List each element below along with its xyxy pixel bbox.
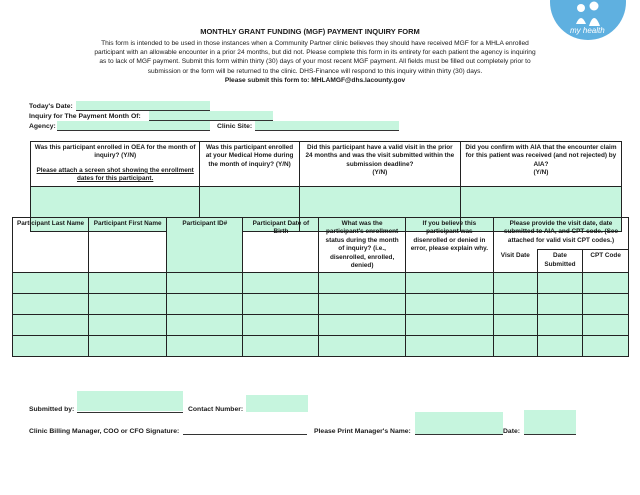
col-header-visit-date: Visit Date xyxy=(494,250,538,273)
contact-number-field[interactable] xyxy=(246,395,308,412)
inquiry-month-field[interactable] xyxy=(149,111,273,121)
signature-field[interactable] xyxy=(183,425,307,435)
yn-hint: (Y/N) xyxy=(533,169,549,177)
submitted-by-field[interactable] xyxy=(77,403,183,413)
submitted-by-label: Submitted by: xyxy=(29,406,75,413)
signature-label: Clinic Billing Manager, COO or CFO Signature: xyxy=(29,428,180,435)
question-valid-visit xyxy=(299,142,460,187)
contact-number-label: Contact Number: xyxy=(188,406,244,413)
print-name-field[interactable] xyxy=(415,412,503,435)
status-cell[interactable] xyxy=(319,273,405,294)
status-cell[interactable] xyxy=(319,294,405,315)
col-header-error-explanation: If you believe this participant was disenrolled or denied in error, please explain why. xyxy=(405,218,493,273)
table-row xyxy=(13,294,629,315)
col-header-enrollment-status: What was the participant's enrollment status during the month of inquiry? (i.e., disenrolled, enrolled, denied) xyxy=(319,218,405,273)
visit-date-cell[interactable] xyxy=(494,336,538,357)
date-submitted-cell[interactable] xyxy=(537,294,583,315)
intro-line: as to lack of MGF payment. Submit this form within thirty (30) days of your most recent MGF payment. All fields must be filled out completely prior to xyxy=(99,58,531,66)
first-name-cell[interactable] xyxy=(89,336,167,357)
date-field[interactable] xyxy=(524,410,576,435)
header-row xyxy=(13,218,629,250)
table-row xyxy=(13,336,629,357)
clinic-site-field[interactable] xyxy=(255,121,399,131)
first-name-cell[interactable] xyxy=(89,294,167,315)
last-name-cell[interactable] xyxy=(13,294,89,315)
cpt-code-cell[interactable] xyxy=(583,294,629,315)
intro-line: participant with an allowable encounter in a prior 24 months, but did not. Please complete this form in its entirety for each patient the agency is inquiring xyxy=(94,49,536,57)
dob-cell[interactable] xyxy=(243,294,319,315)
intro-line: submission or the form will be returned to the clinic. DHS-Finance will respond to this inquiry within thirty (30) days. xyxy=(147,67,483,75)
print-name-label: Please Print Manager's Name: xyxy=(314,428,411,435)
date-label: Date: xyxy=(503,428,520,435)
clinic-site-label: Clinic Site: xyxy=(217,123,253,130)
screenshot-note: Please attach a screen shot showing the enrollment dates for this participant. xyxy=(36,166,194,183)
submit-instructions: Please submit this form to: MHLAMGF@dhs.lacounty.gov xyxy=(224,76,406,84)
participant-id-cell[interactable] xyxy=(167,336,243,357)
error-cell[interactable] xyxy=(405,273,493,294)
dob-cell[interactable] xyxy=(243,273,319,294)
table-row xyxy=(13,315,629,336)
question-text: Did you confirm with AIA that the encounter claim for this patient was received (and not rejected) by AIA? xyxy=(465,144,617,168)
logo-text: my health xyxy=(570,26,605,35)
col-header-dob: Participant Date of Birth xyxy=(243,218,319,273)
my-health-logo xyxy=(548,0,626,40)
question-aia-confirmation xyxy=(460,142,621,187)
participant-id-cell[interactable] xyxy=(167,294,243,315)
participant-id-cell[interactable] xyxy=(167,315,243,336)
error-cell[interactable] xyxy=(405,315,493,336)
question-medical-home: Was this participant enrolled at your Medical Home during the month of inquiry? (Y/N) xyxy=(200,142,300,187)
form-title: MONTHLY GRANT FUNDING (MGF) PAYMENT INQUIRY FORM xyxy=(200,27,420,36)
yn-hint: (Y/N) xyxy=(372,169,388,177)
table-row xyxy=(13,273,629,294)
todays-date-label: Today's Date: xyxy=(29,103,73,110)
visit-date-cell[interactable] xyxy=(494,315,538,336)
last-name-cell[interactable] xyxy=(13,315,89,336)
dob-cell[interactable] xyxy=(243,336,319,357)
form-intro xyxy=(40,39,590,85)
dob-cell[interactable] xyxy=(243,315,319,336)
todays-date-field[interactable] xyxy=(76,101,210,111)
table-row xyxy=(31,142,622,187)
col-header-first-name: Participant First Name xyxy=(89,218,167,273)
first-name-cell[interactable] xyxy=(89,315,167,336)
agency-field[interactable] xyxy=(57,121,210,131)
last-name-cell[interactable] xyxy=(13,273,89,294)
date-submitted-cell[interactable] xyxy=(537,273,583,294)
status-cell[interactable] xyxy=(319,315,405,336)
date-submitted-cell[interactable] xyxy=(537,315,583,336)
agency-label: Agency: xyxy=(29,123,56,130)
cpt-code-cell[interactable] xyxy=(583,273,629,294)
visit-date-cell[interactable] xyxy=(494,273,538,294)
cpt-code-cell[interactable] xyxy=(583,315,629,336)
col-header-date-submitted: Date Submitted xyxy=(537,250,583,273)
col-header-last-name: Participant Last Name xyxy=(13,218,89,273)
visit-date-cell[interactable] xyxy=(494,294,538,315)
col-header-participant-id: Participant ID# xyxy=(167,218,243,273)
status-cell[interactable] xyxy=(319,336,405,357)
error-cell[interactable] xyxy=(405,294,493,315)
participant-id-cell[interactable] xyxy=(167,273,243,294)
last-name-cell[interactable] xyxy=(13,336,89,357)
cpt-code-cell[interactable] xyxy=(583,336,629,357)
question-text: Did this participant have a valid visit in the prior 24 months and was the visit submitted within the submission deadline? xyxy=(305,144,455,168)
inquiry-month-label: Inquiry for The Payment Month Of: xyxy=(29,113,141,120)
col-header-visit-info: Please provide the visit date, date submitted to AIA, and CPT code. (See attached for valid visit CPT codes.) xyxy=(494,218,629,250)
date-submitted-cell[interactable] xyxy=(537,336,583,357)
error-cell[interactable] xyxy=(405,336,493,357)
question-text: Was this participant enrolled in OEA for the month of inquiry? (Y/N) xyxy=(34,144,196,160)
first-name-cell[interactable] xyxy=(89,273,167,294)
question-oea-enrollment xyxy=(31,142,200,187)
participants-table xyxy=(12,217,629,357)
intro-line: This form is intended to be used in those instances when a Community Partner clinic believes they should have received MGF for a MHLA enrolled xyxy=(101,40,529,47)
col-header-cpt-code: CPT Code xyxy=(583,250,629,273)
